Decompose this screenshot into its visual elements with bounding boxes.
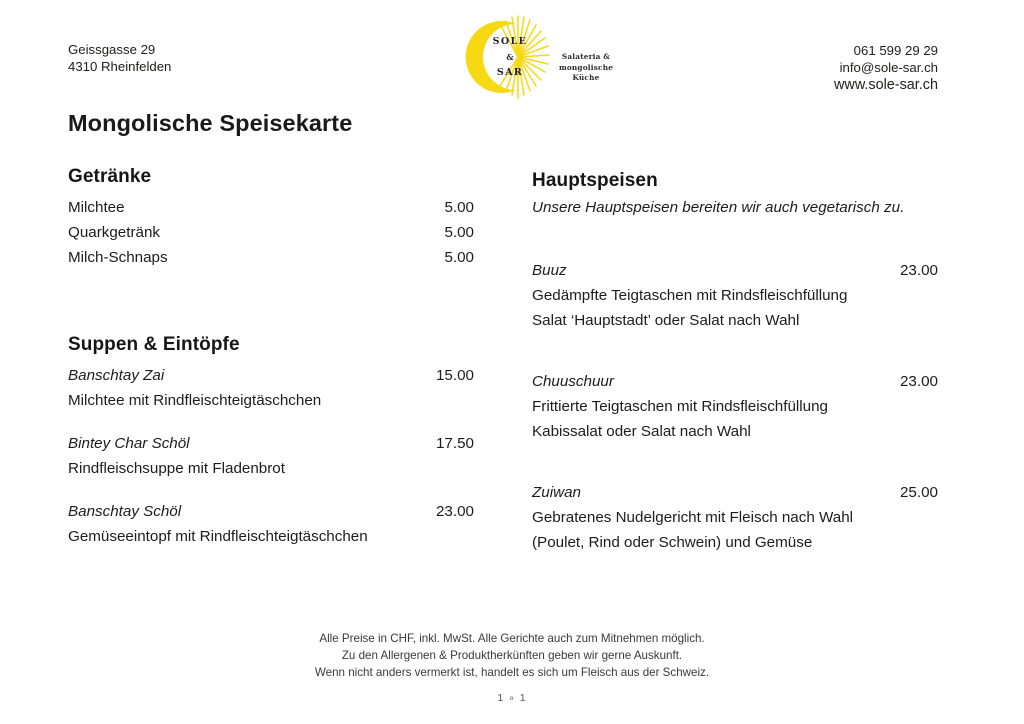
menu-item-description: Gemüseeintopf mit Rindfleischteigtäschchen <box>68 528 368 545</box>
brand-logo <box>460 14 614 100</box>
menu-item-price: 5.00 <box>444 224 474 241</box>
section-heading: Suppen & Eintöpfe <box>68 334 240 355</box>
section-spacer <box>532 224 938 258</box>
menu-item-row <box>68 245 474 270</box>
menu-item-price: 25.00 <box>899 484 938 501</box>
logo-word-sar: SAR <box>496 67 524 78</box>
menu-item-price: 5.00 <box>444 199 474 216</box>
menu-item-name: Milch-Schnaps <box>68 249 168 266</box>
menu-item <box>532 480 938 555</box>
logo-tagline-line-3: Küche <box>572 73 600 82</box>
menu-item-description: Milchtee mit Rindfleischteigtäschchen <box>68 392 322 409</box>
menu-item-description: (Poulet, Rind oder Schwein) und Gemüse <box>532 534 813 551</box>
contact-website[interactable]: www.sole-sar.ch <box>834 77 938 93</box>
address-line-1: Geissgasse 29 <box>68 42 156 57</box>
menu-item-row <box>68 195 474 220</box>
logo-tagline-line-2: mongolische <box>558 62 614 72</box>
menu-item <box>68 499 474 549</box>
menu-item-description: Kabissalat oder Salat nach Wahl <box>532 423 751 440</box>
section-heading: Hauptspeisen <box>532 170 658 191</box>
menu-item-price: 17.50 <box>435 435 474 452</box>
footer-notes <box>0 630 1024 681</box>
footer-line-3: Wenn nicht anders vermerkt ist, handelt es sich um Fleisch aus der Schweiz. <box>314 666 710 679</box>
logo-tagline-line-1: Salateria & <box>561 52 611 61</box>
section-note: Unsere Hauptspeisen bereiten wir auch vegetarisch zu. <box>532 199 905 216</box>
menu-column-right <box>532 170 938 555</box>
menu-item-name: Banschtay Zai <box>68 367 165 384</box>
section-heading: Getränke <box>68 166 152 187</box>
menu-item-row <box>68 499 474 524</box>
menu-item-row <box>532 258 938 283</box>
menu-item-price: 5.00 <box>444 249 474 266</box>
menu-item <box>68 431 474 481</box>
menu-item-name: Quarkgetränk <box>68 224 161 241</box>
logo-tagline <box>556 52 616 84</box>
page-title: Mongolische Speisekarte <box>68 110 353 136</box>
menu-item <box>532 369 938 444</box>
menu-item-description: Salat ‘Hauptstadt’ oder Salat nach Wahl <box>532 312 800 329</box>
menu-section-suppen-eintoepfe <box>68 334 474 549</box>
page-header <box>0 0 1024 108</box>
menu-item-price: 23.00 <box>899 373 938 390</box>
menu-item-name: Milchtee <box>68 199 125 216</box>
menu-section-getraenke <box>68 166 474 270</box>
footer-line-1: Alle Preise in CHF, inkl. MwSt. Alle Gerichte auch zum Mitnehmen möglich. <box>319 632 705 645</box>
contact-block <box>834 42 938 94</box>
menu-column-left <box>68 166 474 549</box>
logo-ampersand: & <box>506 51 514 62</box>
menu-item-name: Zuiwan <box>532 484 581 501</box>
menu-item-price: 23.00 <box>899 262 938 279</box>
menu-item-description: Gedämpfte Teigtaschen mit Rindsfleischfüllung <box>532 287 848 304</box>
menu-item-row <box>68 363 474 388</box>
section-spacer <box>68 270 474 334</box>
menu-item-row <box>532 480 938 505</box>
menu-item-row <box>68 431 474 456</box>
logo-word-sole: SOLE <box>492 36 528 47</box>
menu-item-row <box>68 220 474 245</box>
page-indicator: 1 ∘ 1 <box>497 692 527 704</box>
menu-item-description: Frittierte Teigtaschen mit Rindsfleischfüllung <box>532 398 829 415</box>
address-line-2: 4310 Rheinfelden <box>68 59 172 74</box>
address-block <box>68 41 171 75</box>
menu-item-name: Banschtay Schöl <box>68 503 182 520</box>
logo-wordmark <box>484 34 536 81</box>
menu-item-price: 15.00 <box>435 367 474 384</box>
menu-item-row <box>532 369 938 394</box>
menu-item-price: 23.00 <box>435 503 474 520</box>
menu-item-name: Chuuschuur <box>532 373 614 390</box>
footer-line-2: Zu den Allergenen & Produktherkünften geben wir gerne Auskunft. <box>341 649 683 662</box>
menu-item-description: Rindfleischsuppe mit Fladenbrot <box>68 460 285 477</box>
menu-item-description: Gebratenes Nudelgericht mit Fleisch nach Wahl <box>532 509 854 526</box>
menu-item <box>532 258 938 333</box>
contact-phone: 061 599 29 29 <box>853 43 938 58</box>
menu-item-name: Buuz <box>532 262 567 279</box>
menu-item-name: Bintey Char Schöl <box>68 435 190 452</box>
contact-email[interactable]: info@sole-sar.ch <box>839 60 938 75</box>
menu-item <box>68 363 474 413</box>
